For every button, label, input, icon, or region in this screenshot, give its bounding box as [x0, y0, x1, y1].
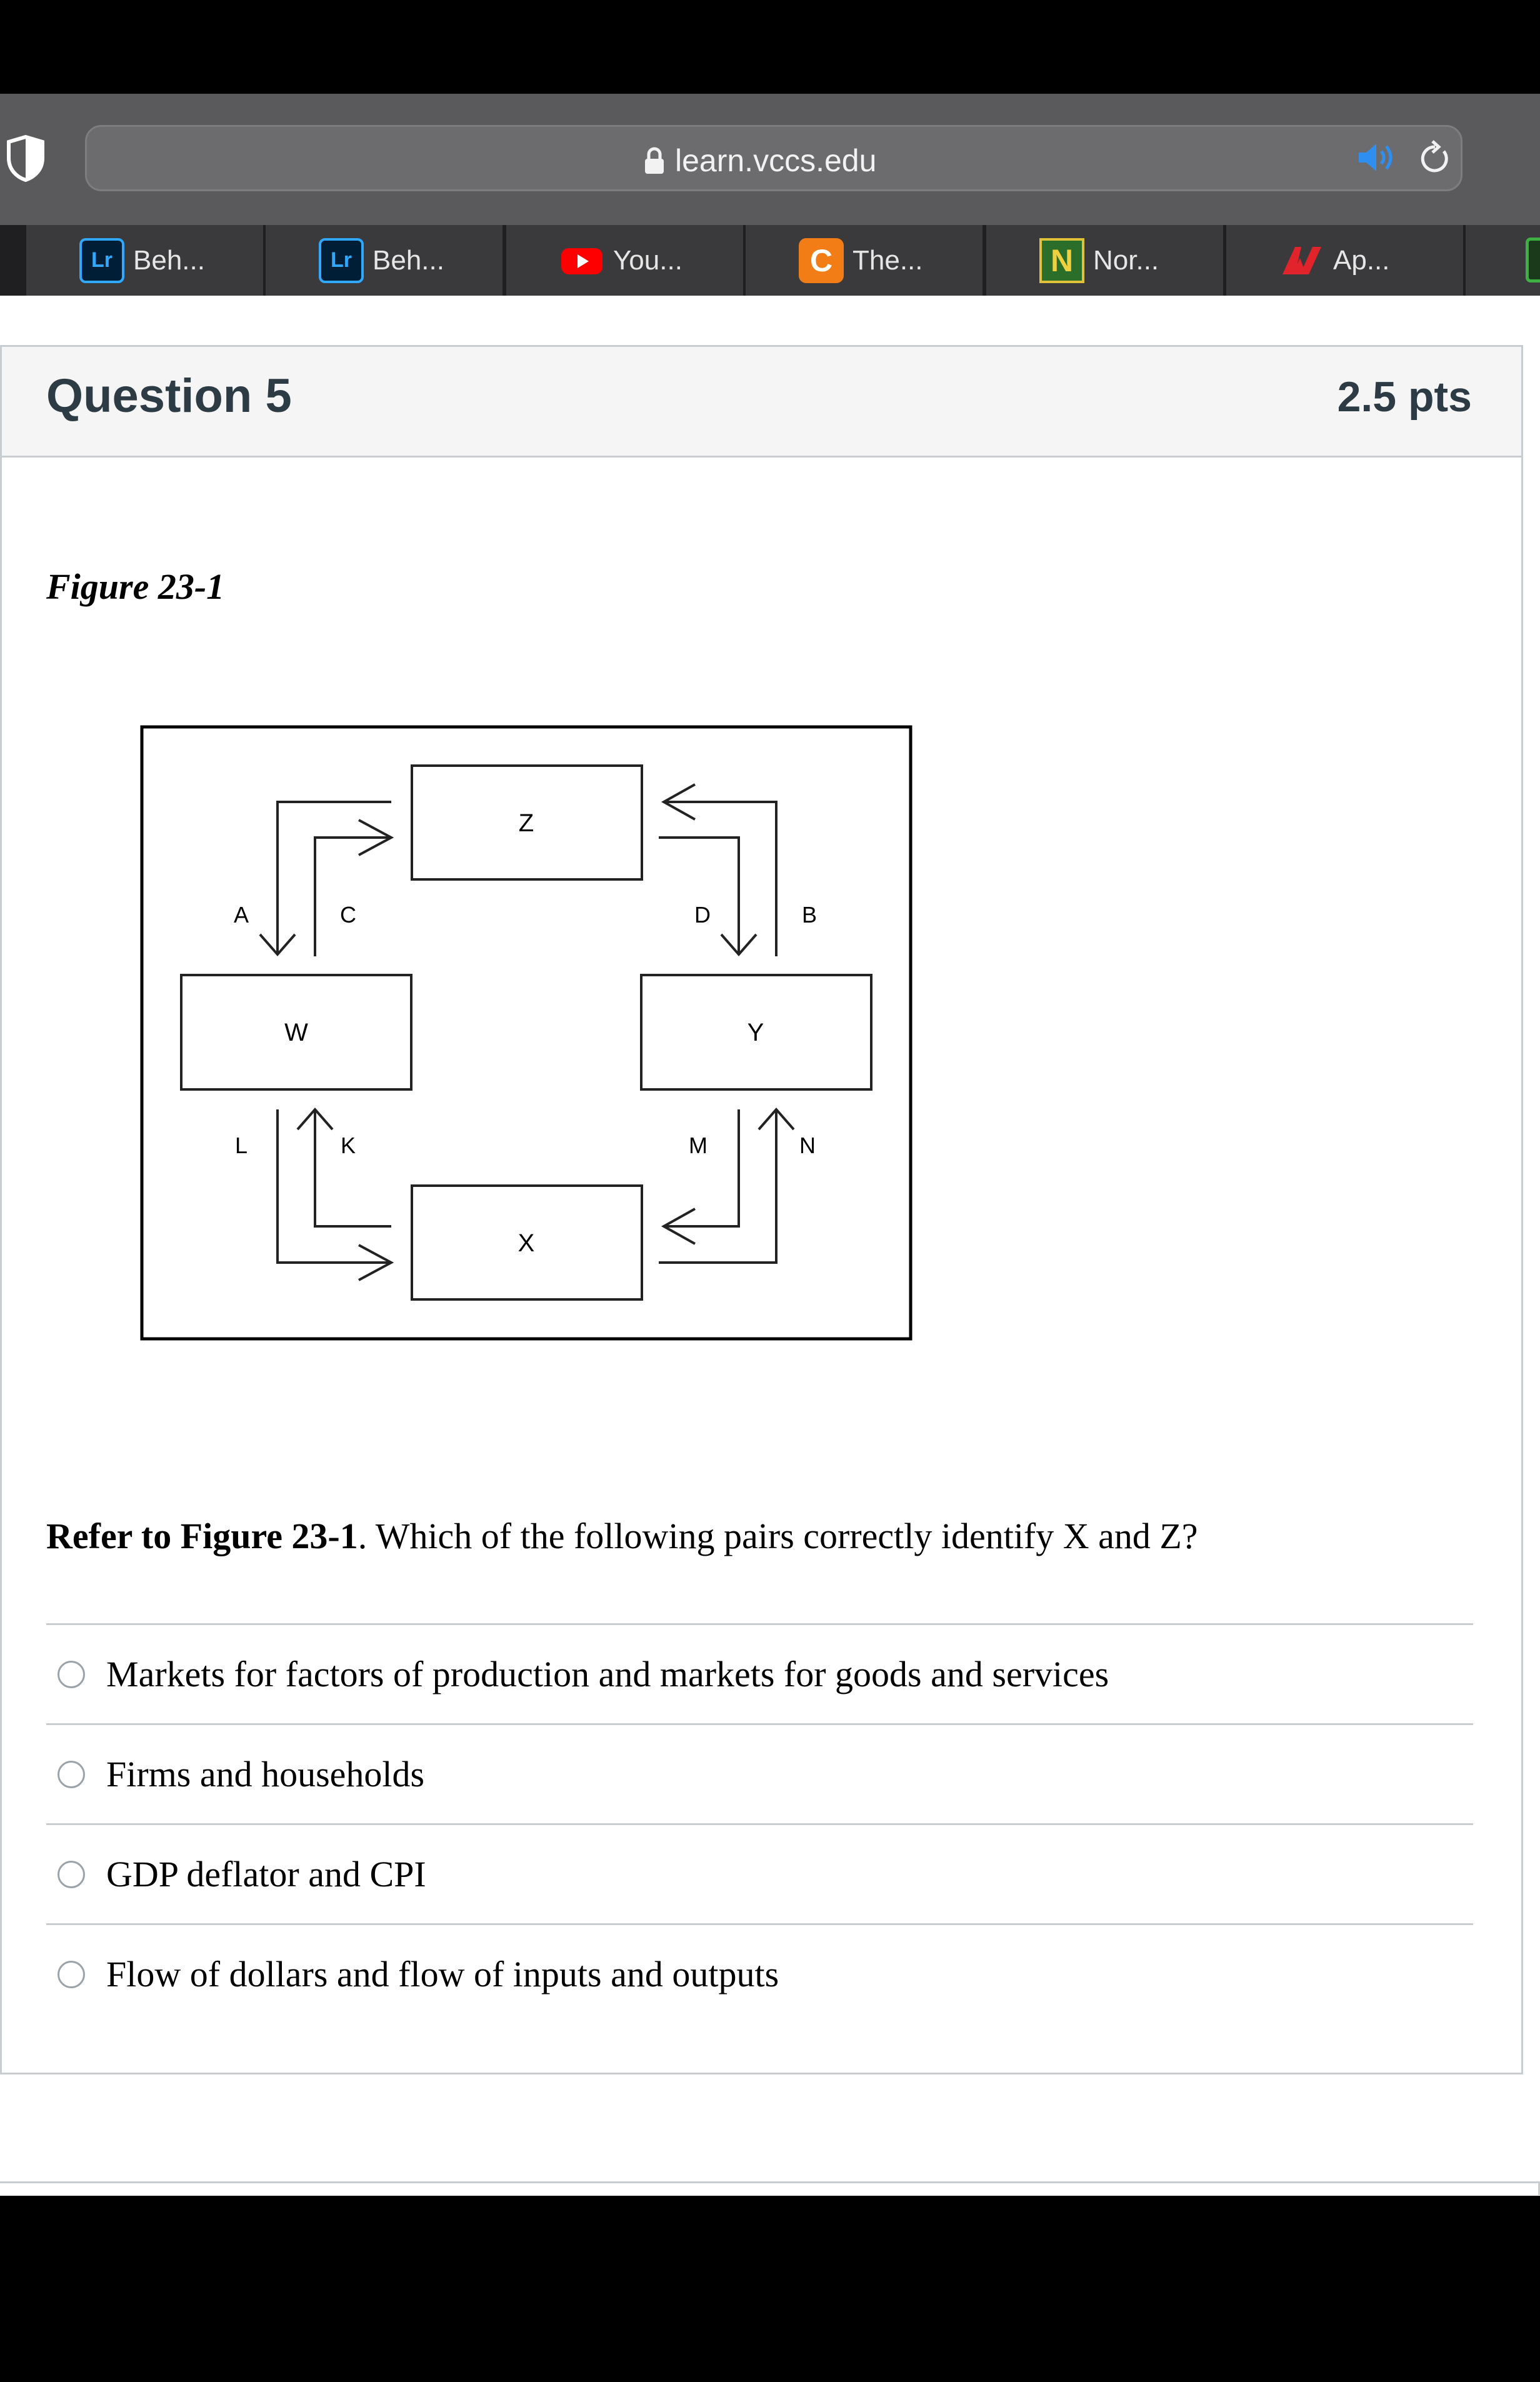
tab-beh-2[interactable] [266, 225, 504, 296]
answer-option[interactable] [46, 1623, 1473, 1723]
tab-nor[interactable] [986, 225, 1225, 296]
lightroom-icon: Lr [79, 238, 124, 283]
radio-button[interactable] [58, 1661, 85, 1688]
question-title: Question 5 [46, 369, 292, 423]
tab-the[interactable] [746, 225, 984, 296]
box-w-label: W [284, 1019, 308, 1046]
n-green-icon: N [1039, 238, 1084, 283]
shield-icon[interactable] [6, 134, 45, 182]
url-text: learn.vccs.edu [675, 143, 877, 178]
c-orange-icon: C [799, 238, 844, 283]
bottom-black-bar [0, 2196, 1540, 2382]
tab-label: The... [852, 244, 923, 276]
box-x-label: X [518, 1229, 535, 1257]
answer-option[interactable] [46, 1923, 1473, 2023]
speaker-icon[interactable] [1356, 139, 1398, 176]
favorites-bar [0, 225, 1540, 296]
answer-text: Markets for factors of production and markets for goods and services [106, 1654, 1109, 1694]
circular-flow-diagram [140, 725, 915, 1345]
reload-icon[interactable] [1418, 139, 1452, 176]
arrow-c-label: C [340, 902, 356, 928]
arrow-n-label: N [799, 1133, 816, 1158]
arrow-d-label: D [694, 902, 711, 928]
arrow-l-label: L [234, 1133, 248, 1158]
tab-youtube[interactable] [506, 225, 745, 296]
answer-option[interactable] [46, 1823, 1473, 1923]
radio-button[interactable] [58, 1861, 85, 1888]
box-y-label: Y [747, 1019, 764, 1046]
box-z-label: Z [518, 809, 534, 837]
adobe-icon [1279, 238, 1324, 283]
prompt-rest: . Which of the following pairs correctly identify X and Z? [358, 1516, 1198, 1556]
question-points: 2.5 pts [1337, 373, 1472, 421]
tab-beh-1[interactable] [26, 225, 265, 296]
question-prompt [46, 1515, 1198, 1557]
answer-option[interactable] [46, 1723, 1473, 1823]
prompt-bold: Refer to Figure 23-1 [46, 1516, 358, 1556]
arrow-k-label: K [340, 1133, 356, 1158]
lock-icon [644, 146, 665, 175]
tab-ap[interactable] [1226, 225, 1465, 296]
radio-button[interactable] [58, 1961, 85, 1988]
tab-overflow[interactable] [1466, 225, 1540, 296]
url-display[interactable] [644, 139, 876, 183]
tab-partial-icon [1526, 238, 1540, 283]
radio-button[interactable] [58, 1761, 85, 1788]
next-question-edge [0, 2181, 1540, 2195]
arrow-a-label: A [233, 902, 249, 928]
arrow-m-label: M [689, 1133, 708, 1158]
tab-label: You... [613, 244, 682, 276]
figure-label: Figure 23-1 [46, 566, 225, 607]
tab-label: Ap... [1333, 244, 1390, 276]
answer-text: Flow of dollars and flow of inputs and outputs [106, 1954, 779, 1994]
lightroom-icon: Lr [319, 238, 364, 283]
answer-text: Firms and households [106, 1754, 425, 1794]
tab-label: Beh... [372, 244, 444, 276]
answer-text: GDP deflator and CPI [106, 1854, 426, 1894]
tab-label: Nor... [1093, 244, 1159, 276]
youtube-icon [559, 238, 604, 283]
top-black-bar [0, 0, 1540, 94]
tab-label: Beh... [133, 244, 205, 276]
arrow-b-label: B [801, 902, 818, 928]
